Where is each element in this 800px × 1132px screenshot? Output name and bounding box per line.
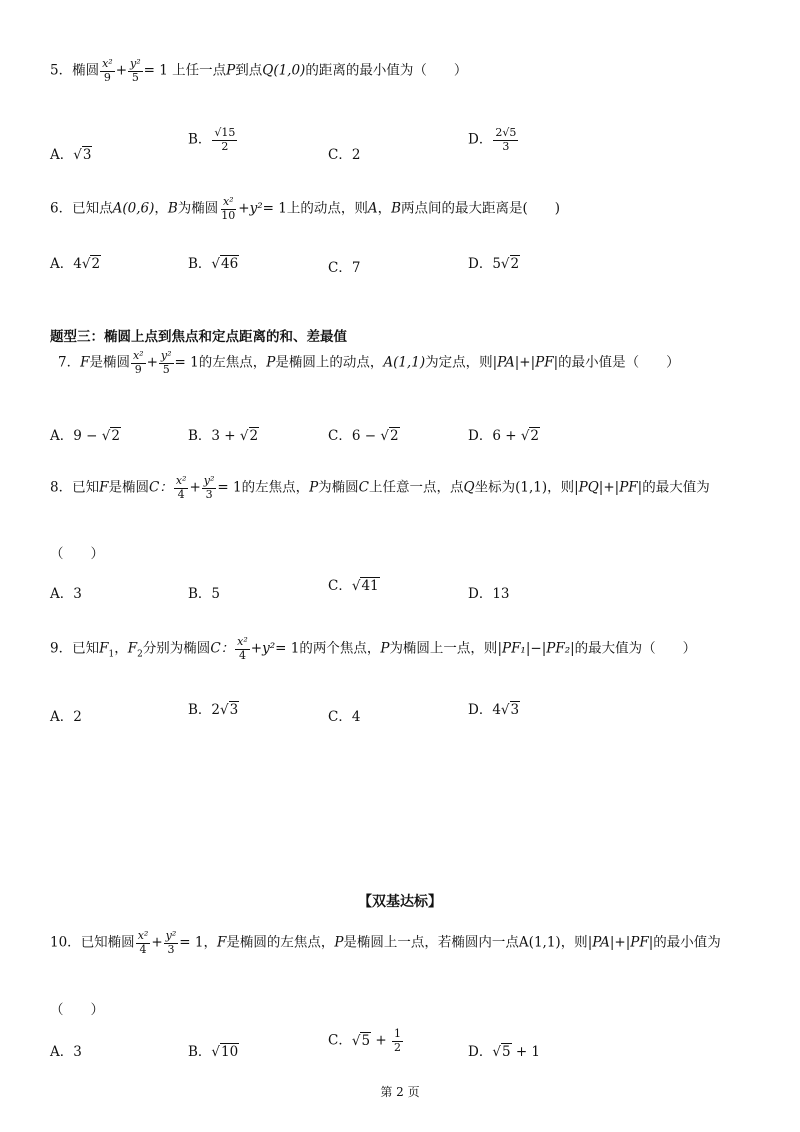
q5-option-a: A．√3 [50, 147, 92, 163]
q10-option-a: A．3 [50, 1044, 82, 1060]
q5-option-b: B． $\frac{√15}{2}$ [188, 126, 236, 153]
section-heading: 题型三：椭圆上点到焦点和定点距离的和、差最值 [50, 329, 347, 345]
q7-option-a: A．9 − √2 [50, 428, 120, 444]
q10-answer-paren: （ ） [50, 1002, 104, 1018]
q8-option-d: D．13 [468, 586, 510, 602]
question-6: 6．已知点A(0,6)，B为椭圆 $\frac{\text{x²}}{10}$ +y²= 1上的动点，则A，B两点间的最大距离是( ) [50, 195, 561, 222]
q8-option-b: B．5 [188, 586, 221, 602]
q9-option-a: A．2 [50, 709, 82, 725]
fraction-x2-over-9: $\frac{\text{x²}}{9}$ [102, 57, 113, 84]
q7-option-b: B．3 + √2 [188, 428, 259, 444]
q9-option-d: D．4√3 [468, 702, 520, 718]
question-5: 5．椭圆 $\frac{\text{x²}}{9}$ + $\frac{\text{y²}}{5}$ = 1 上任一点P到点Q(1,0)的距离的最小值为（ ） [50, 57, 468, 84]
q8-option-c: C．√41 [328, 578, 379, 594]
q9-option-b: B．2√3 [188, 702, 239, 718]
q6-option-b: B．√46 [188, 256, 239, 272]
q10-option-d: D．√5 + 1 [468, 1044, 541, 1060]
q8-option-a: A．3 [50, 586, 82, 602]
q7-option-d: D．6 + √2 [468, 428, 540, 444]
q5-option-d: D． $\frac{2√5}{3}$ [468, 126, 517, 153]
q6-option-c: C．7 [328, 260, 361, 276]
question-9: 9．已知$F_1$，$F_2$分别为椭圆C： $\frac{\text{x²}}{4}$ +y²= 1的两个焦点，P为椭圆上一点，则|PF₁|−|PF₂|的最大值为（ ） [50, 635, 697, 662]
question-8: 8．已知F是椭圆C： $\frac{\text{x²}}{4}$ + $\frac{\text{y²}}{3}$ = 1的左焦点，P为椭圆C上任意一点，点Q坐标为(1,1)，则|PQ|+|PF|的最大值为 [50, 474, 710, 501]
question-10: 10．已知椭圆 $\frac{\text{x²}}{4}$ + $\frac{\text{y²}}{3}$ = 1，F是椭圆的左焦点，P是椭圆上一点，若椭圆内一点A(1,1)，则|PA|+|PF|的最小值为 [50, 929, 721, 956]
q10-option-b: B．√10 [188, 1044, 239, 1060]
q10-option-c: C．√5 + $\frac{1}{2}$ [328, 1027, 401, 1054]
q6-option-d: D．5√2 [468, 256, 520, 272]
q8-answer-paren: （ ） [50, 546, 104, 562]
q7-option-c: C．6 − √2 [328, 428, 399, 444]
q5-option-c: C．2 [328, 147, 361, 163]
question-7: 7．F是椭圆 $\frac{\text{x²}}{9}$ + $\frac{\text{y²}}{5}$ = 1的左焦点，P是椭圆上的动点，A(1,1)为定点，则|PA|+|PF|的最小值是（ ） [58, 349, 680, 376]
fraction-x2-over-10: $\frac{\text{x²}}{10}$ [221, 195, 236, 222]
q6-option-a: A．4√2 [50, 256, 101, 272]
page-number: 第 2 页 [380, 1085, 420, 1099]
fraction-y2-over-5: $\frac{\text{y²}}{5}$ [130, 57, 141, 84]
section-title: 【双基达标】 [358, 894, 442, 910]
q9-option-c: C．4 [328, 709, 361, 725]
